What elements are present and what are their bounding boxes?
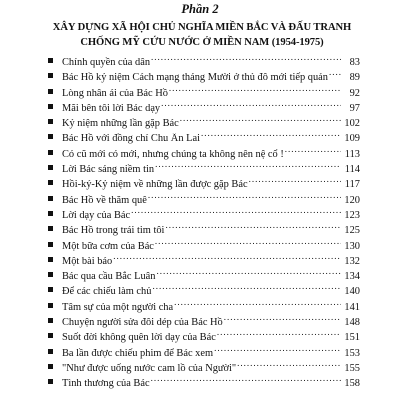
toc-entry <box>48 85 360 100</box>
dot-leader <box>237 361 341 372</box>
toc-entry-page: 132 <box>344 255 360 267</box>
dot-leader <box>285 147 341 158</box>
toc-entry <box>48 161 360 176</box>
square-bullet-icon <box>48 346 62 356</box>
square-bullet-icon <box>48 208 62 218</box>
toc-entry <box>48 100 360 115</box>
dot-leader <box>151 376 341 387</box>
toc-entry-page: 151 <box>344 332 360 344</box>
toc-entry <box>48 299 360 314</box>
toc-entry <box>48 268 360 283</box>
toc-entry-title: Tình thương của Bác <box>62 378 150 390</box>
square-bullet-icon <box>48 86 62 96</box>
dot-leader <box>161 101 341 112</box>
toc-entry <box>48 192 360 207</box>
dot-leader <box>131 208 341 219</box>
toc-entry-title: Bác Hồ trong trái tim tôi <box>62 225 165 237</box>
square-bullet-icon <box>48 55 62 65</box>
dot-leader <box>155 239 341 250</box>
toc-entry-page: 92 <box>349 87 360 99</box>
square-bullet-icon <box>48 223 62 233</box>
dot-leader <box>329 70 341 81</box>
dot-leader <box>217 330 341 341</box>
toc-entry <box>48 329 360 344</box>
dot-leader <box>151 55 341 66</box>
toc-entry-page: 114 <box>344 164 360 176</box>
square-bullet-icon <box>48 284 62 294</box>
dot-leader <box>165 223 341 234</box>
heading-line-2: CHỐNG MỸ CỨU NƯỚC Ở MIỀN NAM (1954-1975) <box>80 37 324 48</box>
dot-leader <box>214 346 341 357</box>
dot-leader <box>180 116 341 127</box>
toc-entry-page: 109 <box>344 133 360 145</box>
toc-entry-title: Hồi-ký-Kỷ niệm về những lần được gặp Bác <box>62 179 248 191</box>
toc-entry-title: Lời Bác sáng niềm tin <box>62 164 155 176</box>
toc-entry <box>48 130 360 145</box>
square-bullet-icon <box>48 177 62 187</box>
toc-entry <box>48 207 360 222</box>
toc-entry-title: Ba lần được chiếu phim để Bác xem <box>62 347 214 359</box>
square-bullet-icon <box>48 162 62 172</box>
dot-leader <box>155 162 341 173</box>
dot-leader <box>148 193 341 204</box>
toc-entry <box>48 360 360 375</box>
toc-entry-title: Chính quyền của dân <box>62 57 151 68</box>
toc-entry-page: 113 <box>344 148 360 160</box>
toc-entry-page: 117 <box>344 179 360 191</box>
toc-entry-page: 153 <box>344 347 360 359</box>
toc-entry-page: 83 <box>349 57 360 68</box>
heading-line-1: XÂY DỰNG XÃ HỘI CHỦ NGHĨA MIỀN BẮC VÀ ĐẤU TRANH <box>52 22 352 33</box>
toc-entry <box>48 222 360 237</box>
toc-entry-title: Tâm sự của một người cha <box>62 301 174 313</box>
toc-entry-page: 155 <box>344 362 360 374</box>
square-bullet-icon <box>48 269 62 279</box>
toc-entry <box>48 146 360 161</box>
toc-entry-title: Có cũ mới có mới, nhưng chúng ta không nên nệ cổ ! <box>62 148 284 160</box>
toc-entry-title: Một bài báo <box>62 255 113 267</box>
dot-leader <box>201 131 341 142</box>
dot-leader <box>156 269 341 280</box>
section-heading <box>40 20 364 50</box>
square-bullet-icon <box>48 376 62 386</box>
square-bullet-icon <box>48 193 62 203</box>
toc-entry <box>48 69 360 84</box>
toc-entry <box>48 115 360 130</box>
toc-entry-title: Để các chiếu làm chủ <box>62 286 152 298</box>
square-bullet-icon <box>48 101 62 111</box>
toc-entry-page: 130 <box>344 240 360 252</box>
toc-entry <box>48 253 360 268</box>
toc-entry-page: 120 <box>344 194 360 206</box>
square-bullet-icon <box>48 116 62 126</box>
toc-entry <box>48 345 360 360</box>
toc-entry-title: Kỷ niệm những lần gặp Bác <box>62 118 179 130</box>
toc-entry <box>48 238 360 253</box>
toc-entry-title: Lòng nhân ái của Bác Hồ <box>62 87 168 99</box>
square-bullet-icon <box>48 330 62 340</box>
toc-entry-page: 102 <box>344 118 360 130</box>
toc-entry-page: 140 <box>344 286 360 298</box>
square-bullet-icon <box>48 239 62 249</box>
toc-entry-title: Bác qua cầu Bắc Luân <box>62 271 156 283</box>
toc-entry-page: 89 <box>349 72 360 84</box>
dot-leader <box>224 315 341 326</box>
table-of-contents <box>48 54 360 391</box>
toc-entry-page: 125 <box>344 225 360 237</box>
toc-entry-title: "Như được uống nước cam lồ của Người" <box>62 362 237 374</box>
toc-entry-title: Chuyện người sửa đôi dép của Bác Hồ <box>62 317 223 329</box>
dot-leader <box>169 86 341 97</box>
toc-entry-title: Bác Hồ với đồng chí Chu Ân Lai <box>62 133 200 145</box>
part-title: Phần 2 <box>181 2 219 16</box>
toc-entry <box>48 54 360 69</box>
toc-entry <box>48 375 360 390</box>
square-bullet-icon <box>48 315 62 325</box>
toc-entry-page: 148 <box>344 317 360 329</box>
toc-entry-title: Bác Hồ về thăm quê <box>62 194 147 206</box>
toc-entry-title: Suốt đời không quên lời dạy của Bác <box>62 332 216 344</box>
square-bullet-icon <box>48 131 62 141</box>
toc-entry-title: Lời dạy của Bác <box>62 209 131 221</box>
toc-entry-title: Mãi bên tôi lời Bác dạy <box>62 102 161 114</box>
square-bullet-icon <box>48 300 62 310</box>
toc-entry <box>48 176 360 191</box>
toc-entry-page: 97 <box>349 102 360 114</box>
toc-entry-title: Bác Hồ kỷ niệm Cách mạng tháng Mười ở thủ đô mới tiếp quản <box>62 72 328 84</box>
dot-leader <box>152 284 341 295</box>
dot-leader <box>249 177 341 188</box>
toc-entry-page: 123 <box>344 209 360 221</box>
toc-entry <box>48 314 360 329</box>
square-bullet-icon <box>48 147 62 157</box>
dot-leader <box>174 300 341 311</box>
toc-entry-page: 134 <box>344 271 360 283</box>
square-bullet-icon <box>48 254 62 264</box>
dot-leader <box>113 254 341 265</box>
toc-entry <box>48 283 360 298</box>
toc-entry-page: 141 <box>344 301 360 313</box>
toc-entry-title: Một bữa cơm của Bác <box>62 240 154 252</box>
toc-entry-page: 158 <box>344 378 360 390</box>
square-bullet-icon <box>48 361 62 371</box>
square-bullet-icon <box>48 70 62 80</box>
